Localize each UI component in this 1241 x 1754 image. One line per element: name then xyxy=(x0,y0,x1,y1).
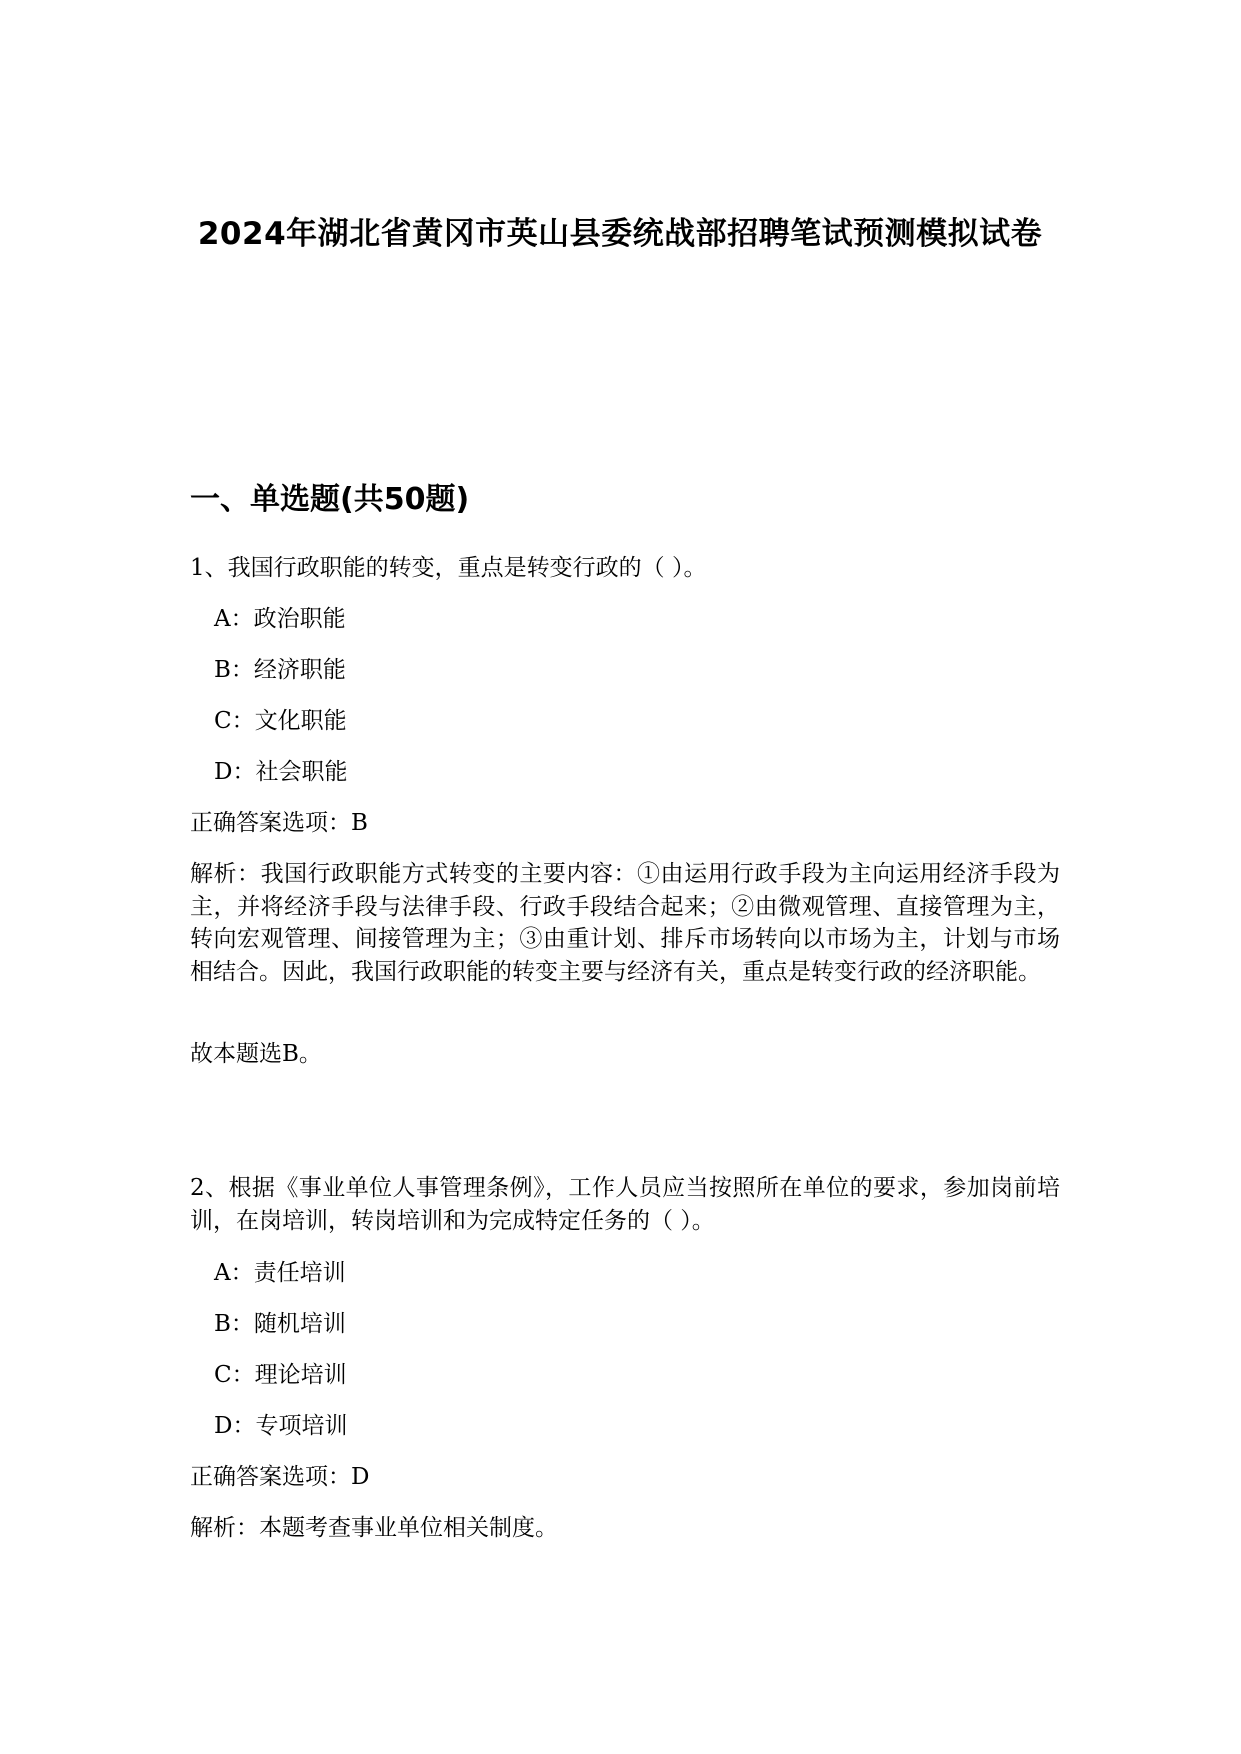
question-2-answer: 正确答案选项：D xyxy=(190,1464,370,1490)
document-title: 2024年湖北省黄冈市英山县委统战部招聘笔试预测模拟试卷 xyxy=(197,216,1043,252)
question-1-option-d: D：社会职能 xyxy=(214,759,348,785)
question-1-option-b: B：经济职能 xyxy=(214,657,346,683)
question-2-analysis: 解析：本题考查事业单位相关制度。 xyxy=(190,1515,558,1541)
question-1-option-a: A：政治职能 xyxy=(214,606,346,632)
question-1-conclusion: 故本题选B。 xyxy=(190,1041,322,1067)
question-2-option-b: B：随机培训 xyxy=(214,1311,346,1337)
question-2-option-c: C：理论培训 xyxy=(214,1362,347,1388)
question-1-option-c: C：文化职能 xyxy=(214,708,347,734)
question-2-stem: 2、根据《事业单位人事管理条例》，工作人员应当按照所在单位的要求，参加岗前培训，在岗培训，转岗培训和为完成特定任务的（ ）。 xyxy=(190,1175,1060,1234)
question-2-option-a: A：责任培训 xyxy=(214,1260,346,1286)
question-1-analysis: 解析：我国行政职能方式转变的主要内容：①由运用行政手段为主向运用经济手段为主，并将经济手段与法律手段、行政手段结合起来；②由微观管理、直接管理为主，转向宏观管理、间接管理为主；③由重计划、排斥市场转向以市场为主，计划与市场相结合。因此，我国行政职能的转变主要与经济有关，重点是转变行政的经济职能。 xyxy=(190,861,1060,985)
question-2-option-d: D：专项培训 xyxy=(214,1413,348,1439)
section-title: 一、单选题(共50题) xyxy=(190,482,470,517)
question-1-stem: 1、我国行政职能的转变，重点是转变行政的（ ）。 xyxy=(190,555,707,581)
question-1-answer: 正确答案选项：B xyxy=(190,810,368,836)
